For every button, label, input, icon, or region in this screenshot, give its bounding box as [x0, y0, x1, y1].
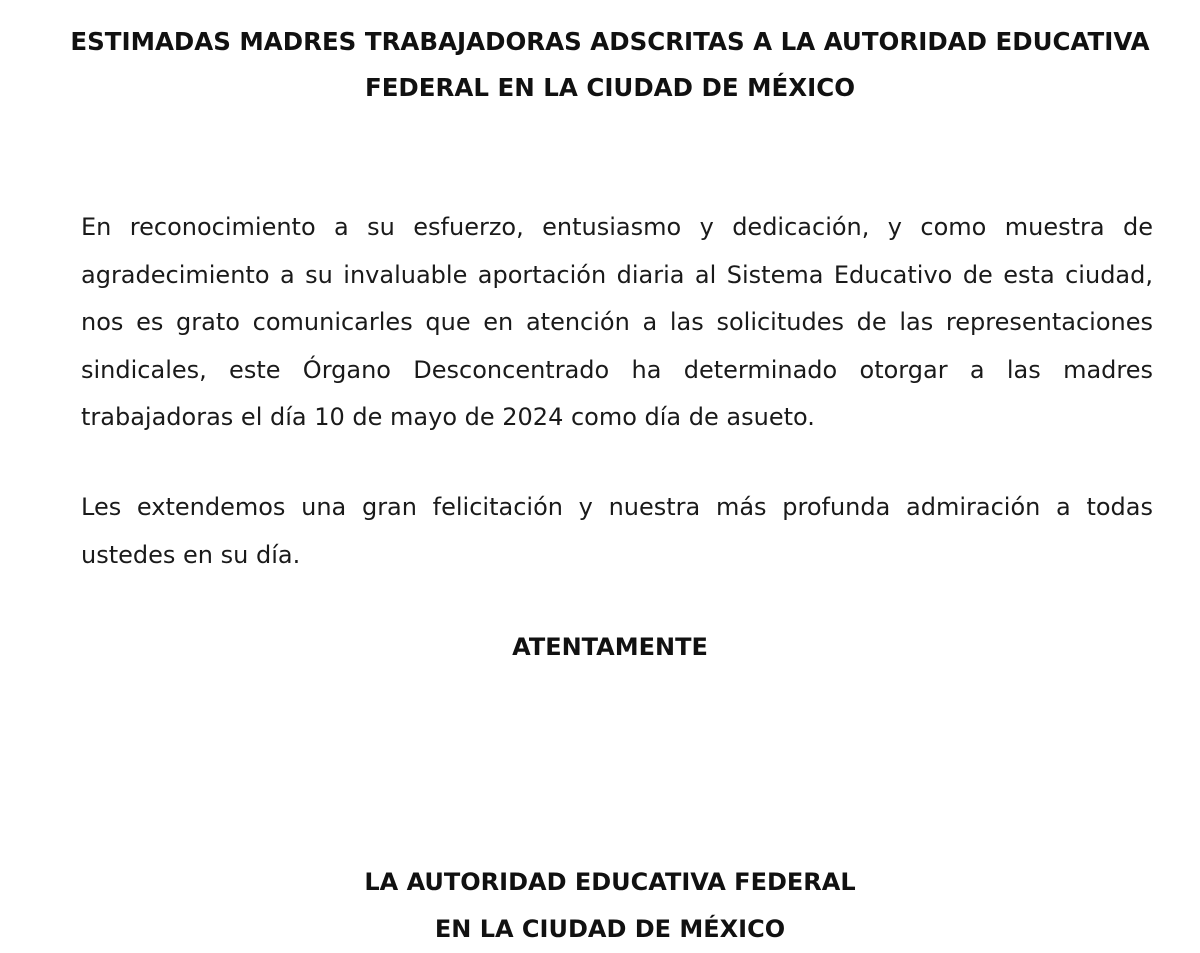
- title-line-1: ESTIMADAS MADRES TRABAJADORAS ADSCRITAS A LA AUTORIDAD EDUCATIVA: [70, 27, 1150, 56]
- document-title: [40, 19, 1180, 111]
- body-paragraph-1: En reconocimiento a su esfuerzo, entusiasmo y dedicación, y como muestra de agradecimiento a su invaluable aportación diaria al Sistema Educativo de esta ciudad, nos es grato comunicarles que en atención a las solicitudes de las representaciones sindicales, este Órgano Desconcentrado ha determinado otorgar a las madres trabajadoras el día 10 de mayo de 2024 como día de asueto.: [81, 213, 1153, 431]
- signature-line-1: LA AUTORIDAD EDUCATIVA FEDERAL: [364, 868, 856, 896]
- title-line-2: FEDERAL EN LA CIUDAD DE MÉXICO: [364, 73, 856, 102]
- signature-line-2: EN LA CIUDAD DE MÉXICO: [434, 915, 786, 943]
- signature-block: [40, 859, 1180, 953]
- body-paragraph-2: Les extendemos una gran felicitación y nuestra más profunda admiración a todas ustedes en su día.: [81, 493, 1153, 569]
- closing-text: ATENTAMENTE: [512, 633, 708, 661]
